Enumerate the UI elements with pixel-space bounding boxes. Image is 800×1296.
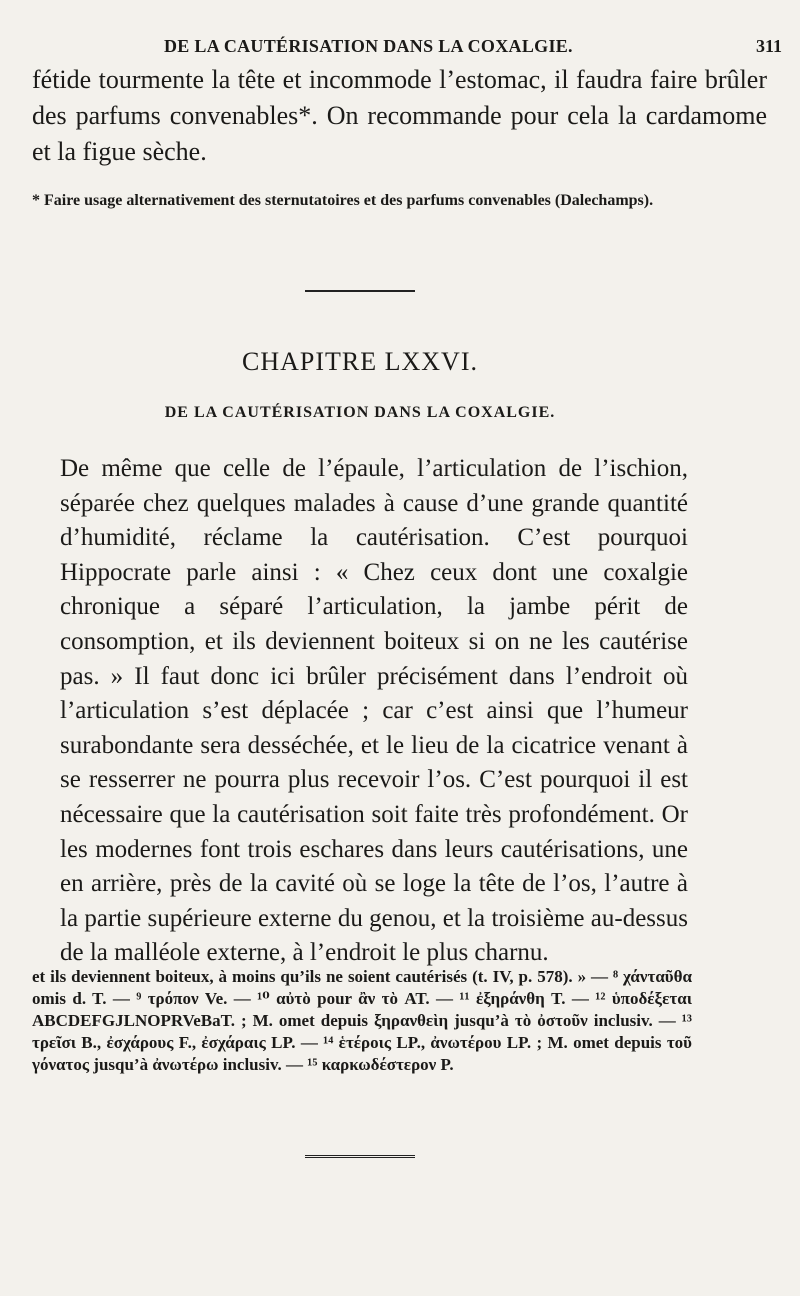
chapter-body: De même que celle de l’épaule, l’articulation de l’ischion, séparée chez quelques malades à cause d’une grande quantité d’humidité, réclame la cautérisation. C’est pourquoi Hippocrate parle ainsi : « Chez ceux dont une coxalgie chronique a séparé l’articulation, la jambe périt de consomption, et ils deviennent boiteux si on ne les cautérise pas. » Il faut donc ici brûler précisément dans l’endroit où l’articulation s’est déplacée ; car c’est ainsi que l’humeur surabondante sera desséchée, et le lieu de la cicatrice venant à se resserrer ne pourra plus recevoir l’os. C’est pourquoi il est nécessaire que la cautérisation soit faite très profondément. Or les modernes font trois eschares dans leurs cautérisations, une en arrière, près de la cavité où se loge la tête de l’os, l’autre à la partie supérieure externe du genou, et la troisième au-dessus de la malléole externe, à l’endroit le plus charnu. (60, 455, 688, 967)
chapter-subtitle: DE LA CAUTÉRISATION DANS LA COXALGIE. (164, 404, 556, 421)
section-divider (305, 290, 415, 292)
chapter-title: CHAPITRE LXXVI. (242, 347, 478, 376)
critical-apparatus-notes: et ils deviennent boiteux, à moins qu’ils ne soient cautérisés (t. IV, p. 578). » — ⁸ χάνταῦθα omis d. T. — ⁹ τρόπον Ve. — ¹⁰ αὐτὸ pour ἂν τὸ AT. — ¹¹ ἐξηράνθη T. — ¹² ὑποδέξεται ABCDEFGJLNOPRVeBaT. ; M. omet depuis ξηρανθεὶη jusqu’à τὸ ὀστοῦν inclusiv. — ¹³ τρεῖσι B., ἐσχάρους F., ἐσχάραις LP. — ¹⁴ ἑτέροις LP., ἀνωτέρου LP. ; M. omet depuis τοῦ γόνατος jusqu’à ἀνωτέρω inclusiv. — ¹⁵ καρκωδέστερον P. (32, 967, 692, 1074)
paragraph-text: fétide tourmente la tête et incommode l’estomac, il faudra faire brûler des parfums convenables*. On recommande pour cela la cardamome et la figue sèche. (32, 65, 767, 166)
running-head (32, 36, 782, 60)
continued-paragraph (32, 62, 767, 170)
page-end-divider (305, 1155, 415, 1158)
footnote: * Faire usage alternativement des sternutatoires et des parfums convenables (Dalechamps). (32, 192, 654, 209)
page-number: 311 (755, 36, 782, 56)
running-title: DE LA CAUTÉRISATION DANS LA COXALGIE. (164, 36, 573, 56)
